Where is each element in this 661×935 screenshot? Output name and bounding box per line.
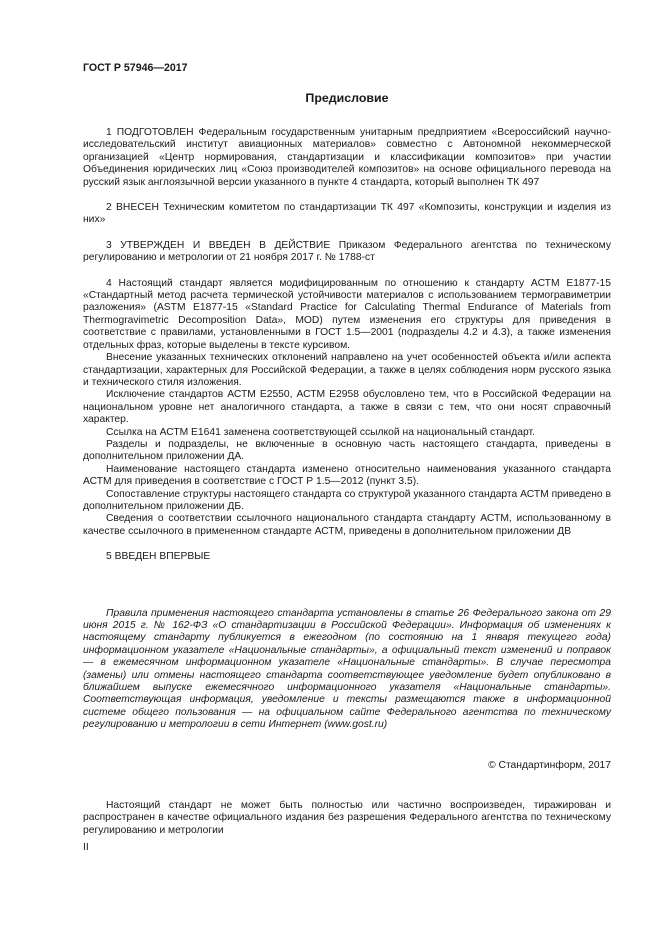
paragraph-2: 2 ВНЕСЕН Техническим комитетом по стандартизации ТК 497 «Композиты, конструкции и изделия из них» [83,202,611,226]
paragraph-4d: Разделы и подразделы, не включенные в основную часть настоящего стандарта, приведены в дополнительном приложении ДА. [83,438,611,463]
paragraph-4: 4 Настоящий стандарт является модифицированным по отношению к стандарту АСТМ Е1877-15 «Стандартный метод расчета термической устойчивости материалов с использованием термогравиметрии разложения» (ASTM E1877-15 «Standard Practice for Calculating Thermal Endurance of Materials from Thermogravimetric Decomposition Data», MOD) путем изменения его структуры для приведения в соответствие с правилами, установленными в ГОСТ 1.5—2001 (подразделы 4.2 и 4.3), а также изменения отдельных фраз, которые выделены в тексте курсивом. [83,277,611,351]
paragraph-3: 3 УТВЕРЖДЕН И ВВЕДЕН В ДЕЙСТВИЕ Приказом Федерального агентства по техническому регулированию и метрологии от 21 ноября 2017 г. № 1788-ст [83,239,611,264]
paragraph-4c: Ссылка на АСТМ Е1641 заменена соответствующей ссылкой на национальный стандарт. [106,426,535,438]
paragraph-5: 5 ВВЕДЕН ВПЕРВЫЕ [106,551,211,563]
copyright: © Стандартинформ, 2017 [488,759,611,771]
paragraph-4e: Наименование настоящего стандарта изменено относительно наименования указанного стандарта АСТМ для приведения в соответствие с ГОСТ Р 1.5—2012 (пункт 3.5). [83,463,611,488]
legal-notice: Правила применения настоящего стандарта установлены в статье 26 Федерального закона от 29 июня 2015 г. № 162-ФЗ «О стандартизации в Российской Федерации». Информация об изменениях к настоящему стандарту публикуется в ежегодном (по состоянию на 1 января текущего года) информационном указателе «Национальные стандарты», а официальный текст изменений и поправок — в ежемесячном информационном указателе «Национальные стандарты». В случае пересмотра (замены) или отмены настоящего стандарта соответствующее уведомление будет опубликовано в ближайшем выпуске ежемесячного информационного указателя «Национальные стандарты». Соответствующая информация, уведомление и тексты размещаются также в информационной системе общего пользования — на официальном сайте Федерального агентства по техническому регулированию и метрологии в сети Интернет (www.gost.ru) [83,607,611,731]
paragraph-4g: Сведения о соответствии ссылочного национального стандарта стандарту АСТМ, использованному в качестве ссылочного в примененном стандарте АСТМ, приведены в дополнительном приложении ДВ [83,513,611,537]
paragraph-4f: Сопоставление структуры настоящего стандарта со структурой указанного стандарта АСТМ приведено в дополнительном приложении ДБ. [83,488,611,512]
page-number: II [83,842,89,853]
rights-notice: Настоящий стандарт не может быть полностью или частично воспроизведен, тиражирован и распространен в качестве официального издания без разрешения Федерального агентства по техническому регулированию и метрологии [83,800,611,836]
document-header: ГОСТ Р 57946—2017 [83,62,188,74]
page-title: Предисловие [305,91,389,105]
paragraph-1: 1 ПОДГОТОВЛЕН Федеральным государственным унитарным предприятием «Всероссийский научно-исследовательский институт авиационных материалов» совместно с Автономной некоммерческой организацией «Центр нормирования, стандартизации и классификации композитов» при участии Объединения юридических лиц «Союз производителей композитов» на основе официального перевода на русский язык англоязычной версии указанного в пункте 4 стандарта, который выполнен ТК 497 [83,127,611,188]
paragraph-4a: Внесение указанных технических отклонений направлено на учет особенностей объекта и/или аспекта стандартизации, характерных для Российской Федерации, а также в целях соблюдения норм русского языка и технического стиля изложения. [83,352,611,388]
preface-body [83,127,611,837]
paragraph-4b: Исключение стандартов АСТМ Е2550, АСТМ Е2958 обусловлено тем, что в Российской Федерации на национальном уровне нет аналогичного стандарта, а также в связи с тем, что они носят справочный характер. [83,389,611,426]
